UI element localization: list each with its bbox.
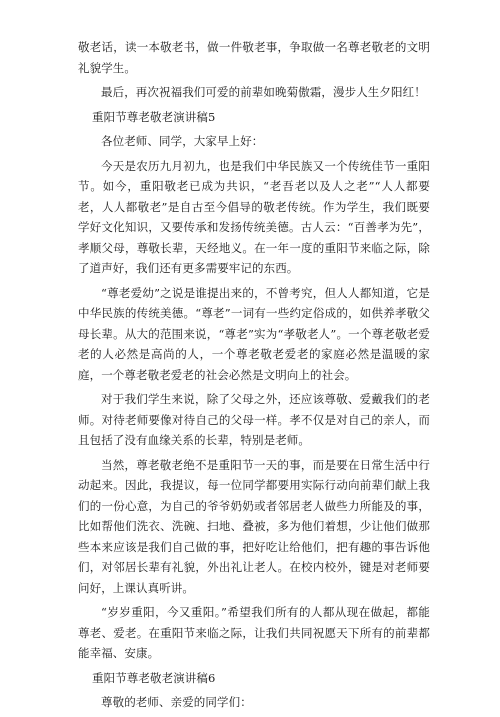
greeting-6: 尊敬的老师、亲爱的同学们： [101,695,252,709]
section-heading-5: 重阳节尊老敬老演讲稿5 [92,109,216,124]
paragraph-5-4: 当然，尊老敬老绝不是重阳节一天的事，而是要在日常生活中行动起来。因此，我提议，每一位同学都要用实际行动向前辈们献上我们的一份心意，为自己的爷爷奶奶或者邻居老人做些力所能及的事，比如帮他们洗衣、洗碗、扫地、叠被，多为他们着想，少让他们做那些本来应该是我们自己做的事，把好吃让给他们，把有趣的事告诉他们，对邻居长辈有礼貌，外出礼让老人。在校内校外，键是对老师要问好，上课认真听讲。 [78,457,430,595]
paragraph-5-1: 今天是农历九月初九，也是我们中华民族又一个传统佳节一重阳节。如今，重阳敬老已成为共识，“老吾老以及人之老”“人人都要老，人人都敬老”是自古至今倡导的敬老传统。作为学生，我们既要学好文化知识，又要传承和发扬传统美德。古人云：“百善孝为先”，孝顺父母，尊敬长辈，天经地义。在一年一度的重阳节来临之际，除了道声好，我们还有更多需要牢记的东西。 [78,158,430,275]
paragraph-5-3: 对于我们学生来说，除了父母之外，还应该尊敬、爱戴我们的老师。对待老师要像对待自己的父母一样。孝不仅是对自己的亲人，而且包括了没有血缘关系的长辈，特别是老师。 [78,392,430,447]
paragraph-closing-blessing: 最后，再次祝福我们可爱的前辈如晚菊傲霜，漫步人生夕阳红！ [101,85,426,99]
paragraph-5-5: “岁岁重阳，今又重阳。”希望我们所有的人都从现在做起，都能尊老、爱老。在重阳节来临之际，让我们共同祝愿天下所有的前辈都能幸福、安康。 [78,605,430,660]
section-heading-6: 重阳节尊老敬老演讲稿6 [92,670,216,685]
greeting-5: 各位老师、同学，大家早上好： [101,134,264,148]
paragraph-closing-continuation: 敬老话，读一本敬老书，做一件敬老事，争取做一名尊老敬老的文明礼貌学生。 [78,40,430,75]
document-body [78,37,430,717]
paragraph-5-2: “尊老爱幼”之说是谁提出来的，不曾考究，但人人都知道，它是中华民族的传统美德。“尊老”一词有一些约定俗成的，如供养孝敬父母长辈。从大的范围来说，“尊老”实为“孝敬老人”。一个尊老敬老爱老的人必然是高尚的人，一个尊老敬老爱老的家庭必然是温暖的家庭，一个尊老敬老爱老的社会必然是文明向上的社会。 [78,285,430,382]
